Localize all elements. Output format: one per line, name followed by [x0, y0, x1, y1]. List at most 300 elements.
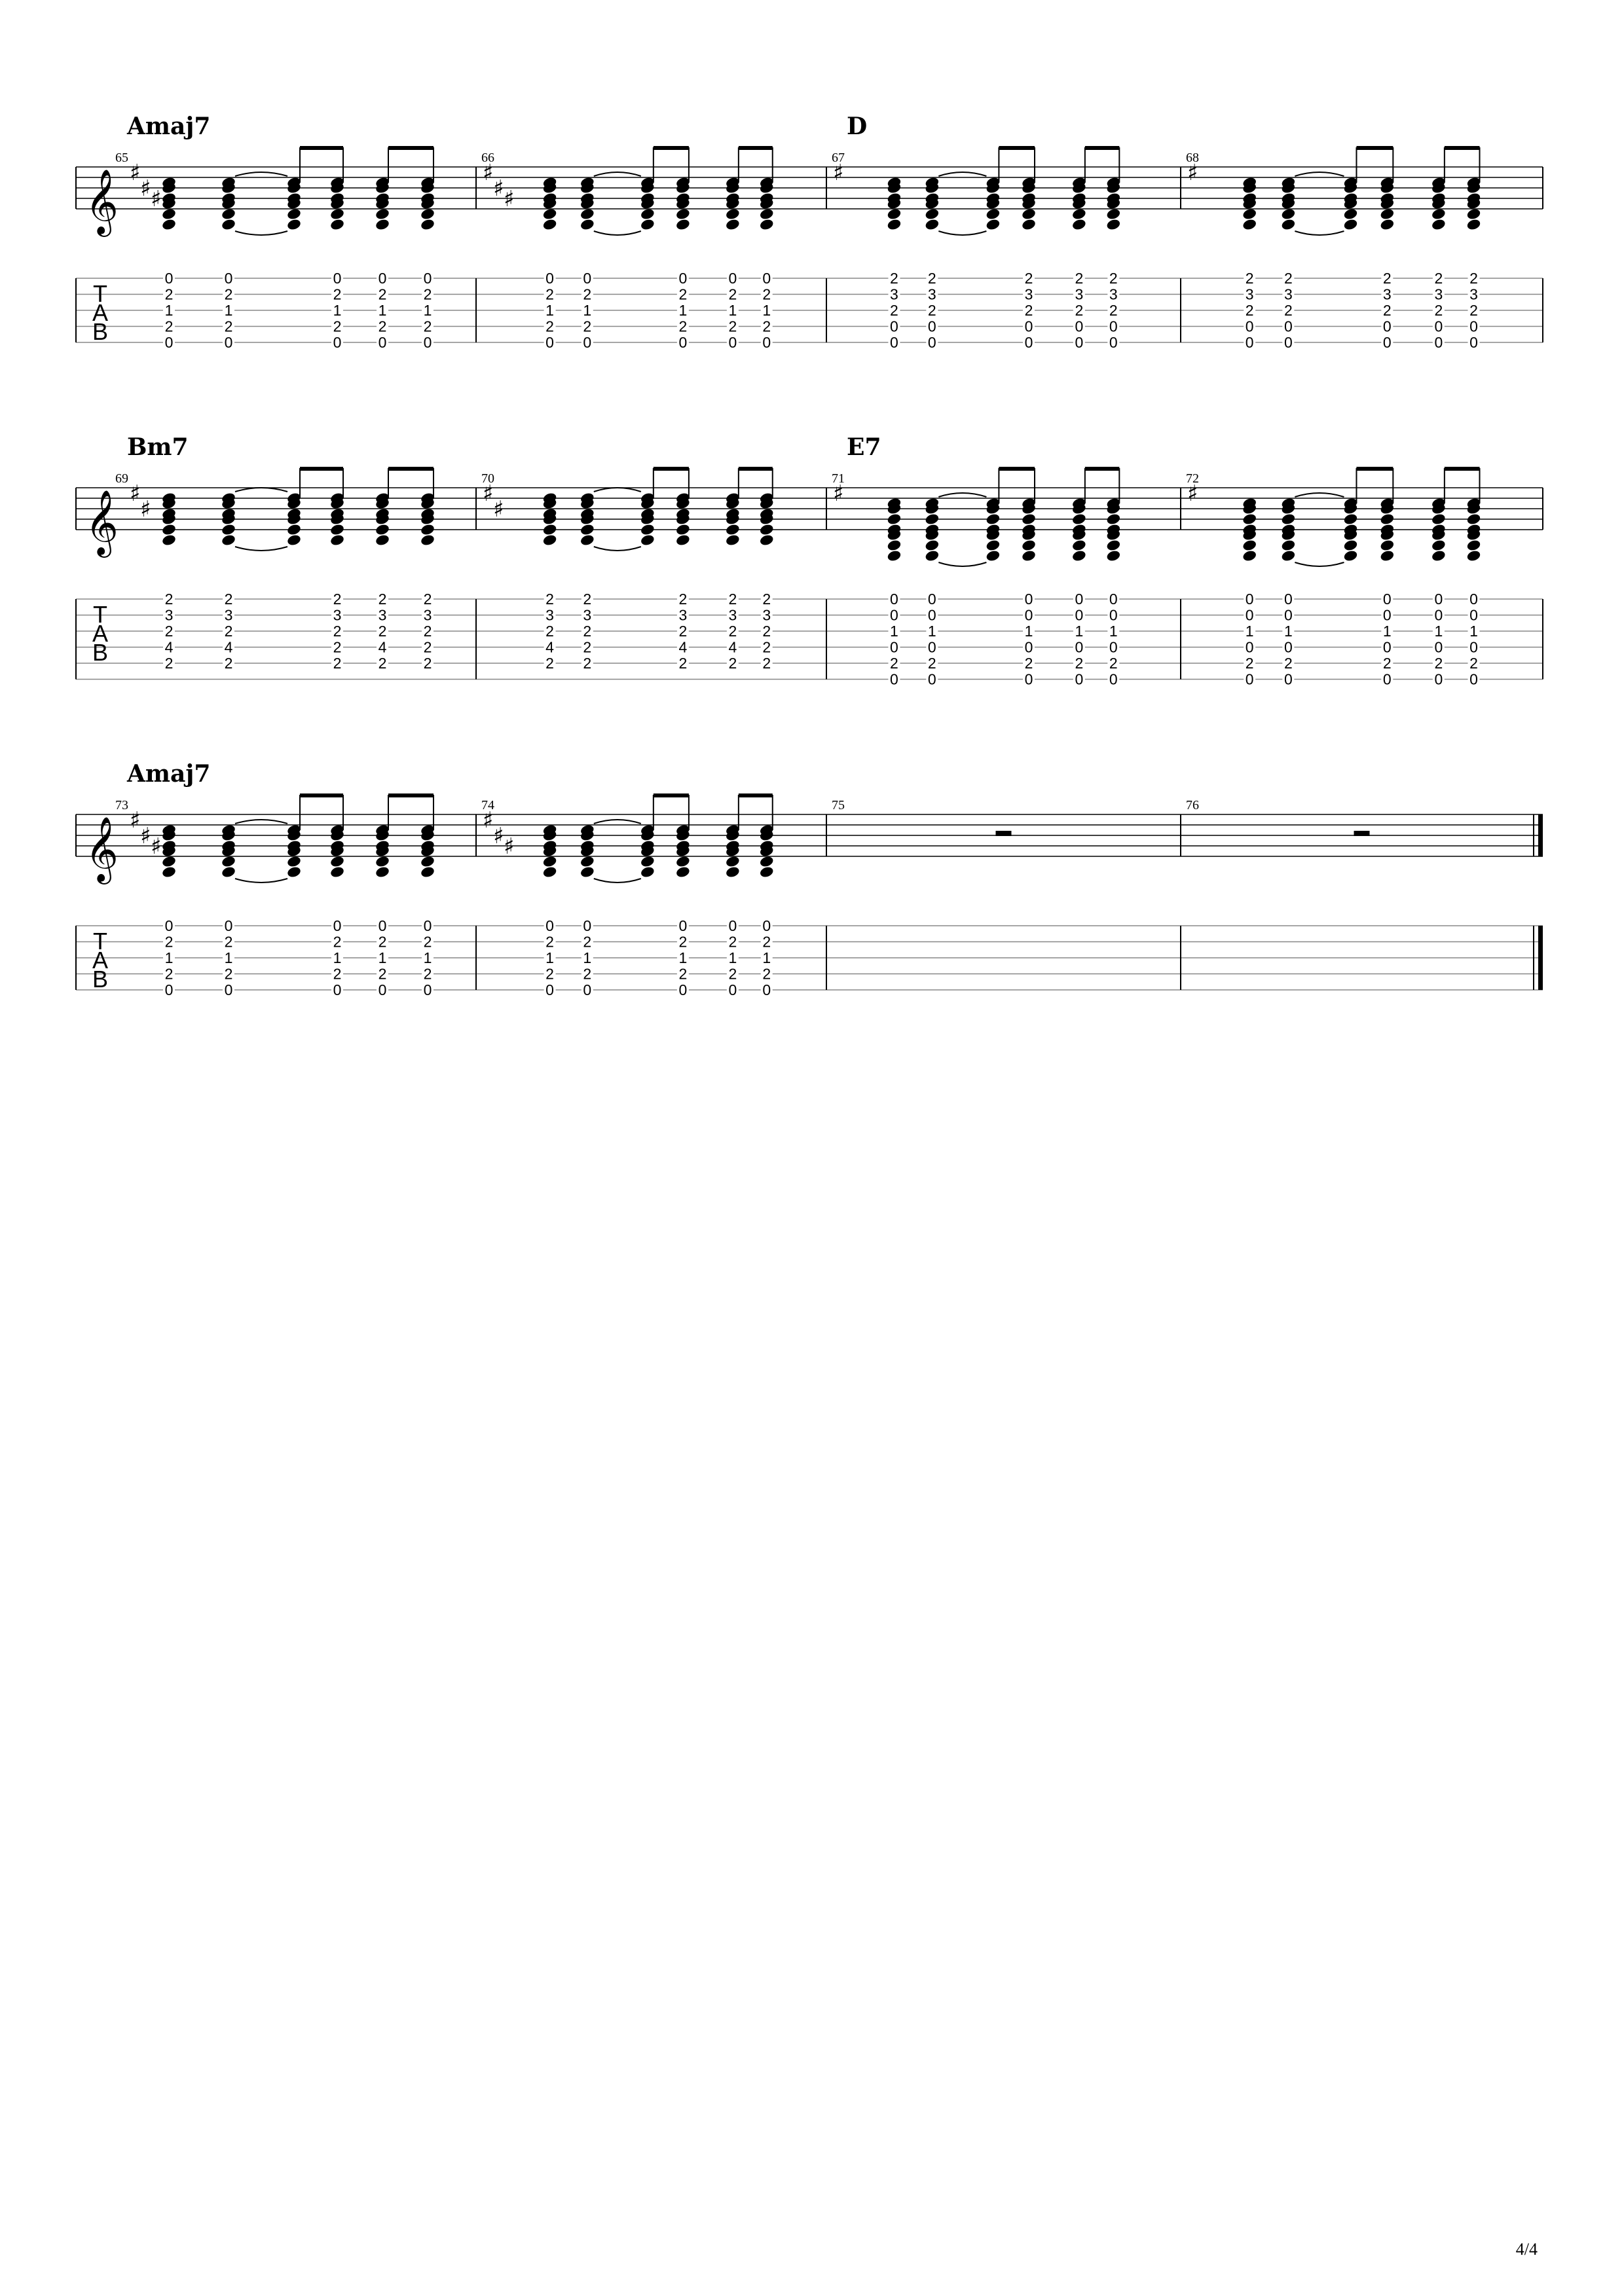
fret-number: 0	[1109, 318, 1118, 335]
fret-number: 0	[927, 638, 936, 656]
fret-number: 0	[1075, 670, 1084, 688]
chord-note	[580, 176, 595, 231]
fret-number: 2	[333, 285, 342, 303]
fret-number: 4	[545, 638, 554, 656]
chord-note	[1466, 468, 1482, 562]
chord-note	[375, 147, 390, 231]
fret-number: 0	[1283, 606, 1293, 624]
notehead	[1071, 549, 1087, 562]
fret-number: 3	[1075, 285, 1084, 303]
notehead	[329, 855, 345, 868]
measure	[115, 113, 476, 351]
fret-number: 2	[1434, 270, 1443, 287]
fret-number: 1	[762, 302, 771, 319]
chord-note	[640, 468, 655, 547]
fret-number: 0	[164, 981, 174, 998]
fret-number: 0	[224, 334, 233, 351]
fret-number: 2	[164, 591, 174, 608]
fret-number: 0	[164, 917, 174, 934]
sharp-icon: ♯	[483, 807, 494, 833]
notehead	[375, 208, 390, 221]
beam	[654, 793, 689, 797]
fret-number: 3	[1283, 285, 1293, 303]
beam	[1085, 146, 1119, 150]
fret-number: 2	[1245, 302, 1254, 319]
tie	[594, 820, 641, 824]
notehead	[1343, 549, 1359, 562]
notehead	[1380, 513, 1395, 526]
notehead	[986, 513, 1001, 526]
fret-number: 0	[1245, 591, 1254, 608]
notehead	[725, 208, 741, 221]
notehead	[375, 866, 390, 879]
notehead	[221, 218, 236, 231]
fret-number: 0	[1382, 670, 1392, 688]
fret-number: 2	[545, 965, 554, 983]
notehead	[1281, 539, 1297, 552]
fret-number: 1	[678, 302, 688, 319]
fret-number: 0	[333, 334, 342, 351]
fret-number: 2	[678, 933, 688, 951]
tab-letter: B	[92, 966, 109, 993]
fret-number: 1	[583, 302, 592, 319]
fret-number: 2	[583, 638, 592, 656]
chord-note	[1380, 147, 1395, 231]
notehead	[286, 208, 302, 221]
fret-number: 0	[1075, 318, 1084, 335]
fret-number: 2	[762, 965, 771, 983]
fret-number: 2	[545, 655, 554, 672]
fret-number: 0	[728, 917, 737, 934]
tie	[235, 547, 287, 551]
notehead	[1106, 513, 1122, 526]
fret-number: 3	[1245, 285, 1254, 303]
chord-note	[542, 824, 558, 879]
measure-number: 70	[481, 471, 494, 486]
beam	[739, 467, 773, 471]
notehead	[161, 218, 177, 231]
chord-note	[1281, 497, 1297, 562]
fret-number: 1	[583, 949, 592, 966]
fret-number: 2	[545, 591, 554, 608]
chord-symbol: E7	[847, 433, 881, 461]
chord-note	[1466, 147, 1482, 231]
notehead	[161, 523, 177, 536]
notehead	[420, 523, 435, 536]
fret-number: 0	[1075, 591, 1084, 608]
fret-number: 0	[1434, 591, 1443, 608]
fret-number: 0	[378, 981, 387, 998]
fret-number: 2	[1469, 655, 1478, 672]
notehead	[286, 534, 302, 547]
fret-number: 0	[1434, 670, 1443, 688]
fret-number: 0	[583, 334, 592, 351]
notehead	[420, 855, 435, 868]
fret-number: 1	[1109, 623, 1118, 640]
chord-note	[1343, 468, 1359, 562]
fret-number: 0	[1024, 606, 1033, 624]
fret-number: 2	[423, 285, 432, 303]
fret-number: 2	[927, 655, 936, 672]
fret-number: 0	[164, 270, 174, 287]
notehead	[725, 534, 741, 547]
fret-number: 0	[1024, 318, 1033, 335]
fret-number: 0	[1075, 638, 1084, 656]
fret-number: 3	[1382, 285, 1392, 303]
fret-number: 0	[678, 917, 688, 934]
measure	[1186, 798, 1543, 990]
notehead	[542, 523, 558, 536]
notehead	[1343, 218, 1359, 231]
fret-number: 2	[728, 965, 737, 983]
fret-number: 2	[1024, 655, 1033, 672]
notehead	[1431, 218, 1447, 231]
fret-number: 0	[762, 270, 771, 287]
measure-number: 75	[832, 798, 845, 812]
notehead	[329, 866, 345, 879]
fret-number: 2	[678, 591, 688, 608]
notehead	[1431, 549, 1447, 562]
tie	[594, 172, 641, 176]
tab-letter: T	[93, 280, 107, 307]
notehead	[1021, 513, 1037, 526]
fret-number: 2	[583, 591, 592, 608]
notehead	[1343, 539, 1359, 552]
fret-number: 2	[224, 933, 233, 951]
fret-number: 2	[1109, 302, 1118, 319]
chord-note	[640, 795, 655, 879]
chord-note	[759, 468, 775, 547]
fret-number: 0	[1109, 334, 1118, 351]
chord-note	[1431, 468, 1447, 562]
treble-clef-icon: 𝄞	[85, 816, 119, 882]
fret-number: 2	[1434, 655, 1443, 672]
fret-number: 2	[1109, 655, 1118, 672]
fret-number: 1	[545, 949, 554, 966]
fret-number: 2	[678, 318, 688, 335]
tie	[594, 879, 641, 883]
notehead	[221, 855, 236, 868]
measure	[832, 113, 1181, 351]
fret-number: 0	[583, 981, 592, 998]
notehead	[1343, 513, 1359, 526]
notehead	[542, 855, 558, 868]
fret-number: 0	[1382, 334, 1392, 351]
fret-number: 2	[378, 933, 387, 951]
fret-number: 0	[333, 981, 342, 998]
sharp-icon: ♯	[140, 823, 151, 849]
fret-number: 2	[762, 655, 771, 672]
chord-note	[329, 795, 345, 879]
notehead	[640, 534, 655, 547]
chord-note	[1431, 147, 1447, 231]
tab-letter: B	[92, 318, 109, 345]
chord-note	[1021, 147, 1037, 231]
notehead	[375, 534, 390, 547]
beam	[388, 793, 434, 797]
fret-number: 2	[583, 965, 592, 983]
fret-number: 2	[224, 318, 233, 335]
tie	[1295, 172, 1344, 176]
fret-number: 3	[1434, 285, 1443, 303]
notehead	[329, 534, 345, 547]
fret-number: 1	[378, 302, 387, 319]
beam	[739, 793, 773, 797]
chord-symbol: Bm7	[127, 433, 189, 461]
tie	[594, 231, 641, 235]
notehead	[420, 218, 435, 231]
fret-number: 2	[333, 965, 342, 983]
tab-letter: T	[93, 928, 107, 955]
notehead	[725, 855, 741, 868]
fret-number: 1	[1434, 623, 1443, 640]
sharp-icon: ♯	[833, 481, 844, 507]
beam	[654, 467, 689, 471]
fret-number: 0	[1283, 591, 1293, 608]
fret-number: 1	[927, 623, 936, 640]
fret-number: 2	[728, 285, 737, 303]
notehead	[1431, 208, 1447, 221]
treble-clef-icon: 𝄞	[85, 169, 119, 234]
fret-number: 0	[545, 334, 554, 351]
notehead	[1242, 513, 1257, 526]
fret-number: 0	[1283, 318, 1293, 335]
fret-number: 3	[423, 606, 432, 624]
fret-number: 2	[224, 655, 233, 672]
notehead	[161, 866, 177, 879]
notehead	[986, 208, 1001, 221]
fret-number: 2	[333, 638, 342, 656]
measure-number: 73	[115, 798, 128, 812]
fret-number: 0	[927, 670, 936, 688]
fret-number: 2	[927, 302, 936, 319]
fret-number: 0	[1382, 638, 1392, 656]
notehead	[640, 866, 655, 879]
fret-number: 1	[890, 623, 898, 640]
fret-number: 1	[1245, 623, 1254, 640]
notehead	[675, 855, 691, 868]
chord-note	[1071, 468, 1087, 562]
notehead	[640, 208, 655, 221]
fret-number: 2	[378, 655, 387, 672]
chord-note	[675, 795, 691, 879]
fret-number: 2	[545, 285, 554, 303]
fret-number: 0	[1469, 334, 1478, 351]
notehead	[1466, 513, 1482, 526]
notehead	[221, 534, 236, 547]
fret-number: 2	[423, 623, 432, 640]
chord-note	[759, 147, 775, 231]
fret-number: 2	[728, 655, 737, 672]
chord-note	[580, 824, 595, 879]
notehead	[580, 866, 595, 879]
notehead	[1242, 549, 1257, 562]
measure-number: 68	[1186, 151, 1199, 165]
chord-note	[887, 497, 902, 562]
notehead	[1466, 218, 1482, 231]
fret-number: 2	[1434, 302, 1443, 319]
notehead	[375, 523, 390, 536]
sharp-icon: ♯	[493, 496, 504, 522]
fret-number: 2	[1283, 302, 1293, 319]
sharp-icon: ♯	[151, 833, 162, 860]
fret-number: 2	[1109, 270, 1118, 287]
notehead	[675, 866, 691, 879]
chord-note	[1242, 497, 1257, 562]
fret-number: 0	[423, 917, 432, 934]
chord-note	[286, 147, 302, 231]
fret-number: 0	[678, 981, 688, 998]
fret-number: 3	[224, 606, 233, 624]
measure-number: 74	[481, 798, 494, 812]
fret-number: 3	[728, 606, 737, 624]
fret-number: 2	[545, 318, 554, 335]
notehead	[925, 549, 940, 562]
notehead	[1071, 539, 1087, 552]
notehead	[887, 539, 902, 552]
fret-number: 0	[583, 270, 592, 287]
fret-number: 3	[927, 285, 936, 303]
fret-number: 2	[164, 318, 174, 335]
beam	[300, 146, 343, 150]
notehead	[725, 218, 741, 231]
tie	[1295, 493, 1344, 497]
notehead	[1466, 539, 1482, 552]
fret-number: 0	[545, 981, 554, 998]
fret-number: 0	[678, 334, 688, 351]
tie	[938, 172, 986, 176]
notehead	[221, 523, 236, 536]
fret-number: 0	[762, 334, 771, 351]
system-3	[76, 760, 1543, 998]
notehead	[1106, 539, 1122, 552]
fret-number: 2	[545, 933, 554, 951]
notehead	[759, 855, 775, 868]
fret-number: 2	[890, 655, 898, 672]
fret-number: 2	[1245, 655, 1254, 672]
tie	[1295, 562, 1344, 566]
fret-number: 0	[1075, 606, 1084, 624]
fret-number: 1	[1382, 623, 1392, 640]
notehead	[580, 218, 595, 231]
notehead	[1466, 549, 1482, 562]
notehead	[1106, 208, 1122, 221]
chord-note	[675, 147, 691, 231]
fret-number: 0	[1469, 318, 1478, 335]
tie	[235, 172, 287, 176]
fret-number: 0	[1283, 638, 1293, 656]
chord-note	[375, 795, 390, 879]
fret-number: 2	[583, 623, 592, 640]
notehead	[1343, 208, 1359, 221]
measure-number: 69	[115, 471, 128, 486]
notehead	[286, 855, 302, 868]
fret-number: 1	[333, 949, 342, 966]
notehead	[640, 523, 655, 536]
fret-number: 0	[890, 606, 898, 624]
fret-number: 0	[423, 334, 432, 351]
whole-rest	[1354, 831, 1370, 836]
fret-number: 0	[1283, 670, 1293, 688]
chord-note	[329, 147, 345, 231]
beam	[1356, 467, 1393, 471]
fret-number: 2	[728, 591, 737, 608]
measure	[481, 793, 826, 998]
chord-note	[887, 176, 902, 231]
notehead	[1380, 218, 1395, 231]
fret-number: 0	[1283, 334, 1293, 351]
fret-number: 3	[678, 606, 688, 624]
fret-number: 2	[333, 933, 342, 951]
page-number: 4/4	[1515, 2240, 1538, 2259]
beam	[1356, 146, 1393, 150]
sharp-icon: ♯	[483, 160, 494, 186]
fret-number: 0	[1434, 334, 1443, 351]
chord-note	[221, 176, 236, 231]
fret-number: 0	[224, 917, 233, 934]
notehead	[580, 855, 595, 868]
notehead	[1021, 218, 1037, 231]
notehead	[1431, 539, 1447, 552]
beam	[300, 793, 343, 797]
sharp-icon: ♯	[130, 481, 141, 507]
chord-note	[675, 468, 691, 547]
chord-note	[640, 147, 655, 231]
tab-letter: A	[92, 620, 109, 647]
notehead	[329, 218, 345, 231]
notehead	[542, 534, 558, 547]
fret-number: 3	[1109, 285, 1118, 303]
fret-number: 1	[1283, 623, 1293, 640]
fret-number: 2	[762, 638, 771, 656]
fret-number: 1	[164, 949, 174, 966]
fret-number: 0	[423, 981, 432, 998]
fret-number: 0	[1469, 670, 1478, 688]
fret-number: 2	[164, 933, 174, 951]
measure	[832, 433, 1181, 688]
chord-note	[329, 468, 345, 547]
notehead	[1106, 549, 1122, 562]
fret-number: 2	[1024, 302, 1033, 319]
fret-number: 0	[224, 981, 233, 998]
fret-number: 2	[423, 318, 432, 335]
notehead	[161, 208, 177, 221]
notehead	[725, 866, 741, 879]
chord-note	[725, 795, 741, 879]
fret-number: 0	[1469, 591, 1478, 608]
fret-number: 0	[1382, 591, 1392, 608]
fret-number: 2	[890, 302, 898, 319]
fret-number: 3	[762, 606, 771, 624]
fret-number: 0	[1434, 638, 1443, 656]
sharp-icon: ♯	[1187, 160, 1198, 186]
fret-number: 0	[728, 981, 737, 998]
notehead	[1380, 539, 1395, 552]
chord-note	[286, 795, 302, 879]
notehead	[375, 218, 390, 231]
fret-number: 0	[378, 270, 387, 287]
fret-number: 0	[890, 334, 898, 351]
notehead	[887, 549, 902, 562]
notehead	[1242, 218, 1257, 231]
chord-note	[986, 147, 1001, 231]
tab-final-barline-thick	[1538, 926, 1543, 990]
chord-note	[1242, 176, 1257, 231]
fret-number: 2	[164, 655, 174, 672]
chord-note	[542, 176, 558, 231]
fret-number: 2	[678, 285, 688, 303]
fret-number: 0	[1434, 606, 1443, 624]
